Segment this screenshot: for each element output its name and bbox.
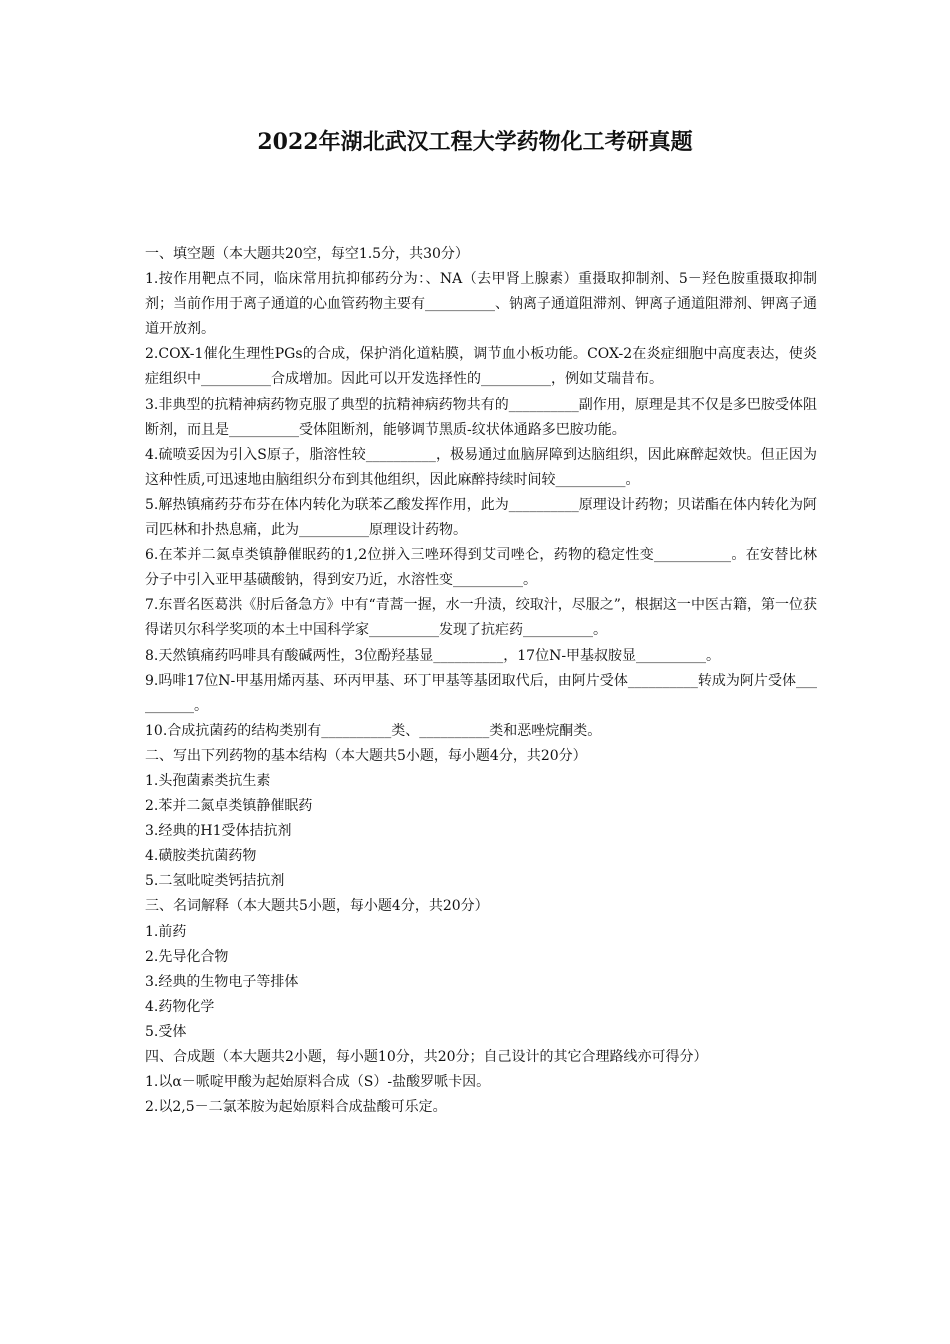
section-heading-structures: 二、写出下列药物的基本结构（本大题共5小题，每小题4分，共20分） — [145, 747, 587, 764]
list-item: 2.先导化合物 — [145, 948, 229, 965]
list-item: 3.经典的生物电子等排体 — [145, 973, 299, 990]
section-heading-fill-blank: 一、填空题（本大题共20空，每空1.5分，共30分） — [145, 246, 469, 262]
question-paragraph: 3.非典型的抗精神病药物克服了典型的抗精神病药物共有的__________副作用，原理是其不仅是多巴胺受体阻断剂，而且是__________受体阻断剂，能够调节黑质-纹状体通路多巴胺功能。 — [145, 396, 817, 438]
list-item: 1.头孢菌素类抗生素 — [145, 772, 271, 789]
question-paragraph: 8.天然镇痛药吗啡具有酸碱两性，3位酚羟基显__________，17位N-甲基叔胺显__________。 — [145, 647, 721, 664]
list-item: 1.前药 — [145, 923, 187, 940]
question-paragraph: 6.在苯并二氮卓类镇静催眠药的1,2位拼入三唑环得到艾司唑仑，药物的稳定性变___________。在安替比林分子中引入亚甲基磺酸钠，得到安乃近，水溶性变__________。 — [145, 547, 817, 589]
question-paragraph: 10.合成抗菌药的结构类别有__________类、__________类和恶唑烷酮类。 — [145, 722, 602, 739]
list-item: 2.苯并二氮卓类镇静催眠药 — [145, 798, 313, 815]
list-item: 1.以α－哌啶甲酸为起始原料合成（S）-盐酸罗哌卡因。 — [145, 1074, 491, 1091]
list-item: 5.受体 — [145, 1023, 187, 1040]
list-item: 3.经典的H1受体拮抗剂 — [145, 823, 292, 840]
section-heading-definitions: 三、名词解释（本大题共5小题，每小题4分，共20分） — [145, 898, 489, 915]
section-heading-synthesis: 四、合成题（本大题共2小题，每小题10分，共20分；自己设计的其它合理路线亦可得分） — [145, 1049, 708, 1065]
list-item: 2.以2,5－二氯苯胺为起始原料合成盐酸可乐定。 — [145, 1099, 447, 1116]
question-paragraph: 2.COX-1催化生理性PGs的合成，保护消化道粘膜，调节血小板功能。COX-2在炎症细胞中高度表达，使炎症组织中__________合成增加。因此可以开发选择性的__________，例如艾瑞昔布。 — [145, 346, 817, 388]
question-paragraph: 4.硫喷妥因为引入S原子，脂溶性较__________，极易通过血脑屏障到达脑组织，因此麻醉起效快。但正因为这种性质,可迅速地由脑组织分布到其他组织，因此麻醉持续时间较__________。 — [145, 446, 817, 488]
question-paragraph: 5.解热镇痛药芬布芬在体内转化为联苯乙酸发挥作用，此为__________原理设计药物；贝诺酯在体内转化为阿司匹林和扑热息痛，此为__________原理设计药物。 — [145, 496, 817, 539]
question-paragraph: 9.吗啡17位N-甲基用烯丙基、环丙甲基、环丁甲基等基团取代后，由阿片受体__________转成为阿片受体__________。 — [145, 672, 817, 714]
question-paragraph: 1.按作用靶点不同，临床常用抗抑郁药分为：、NA（去甲肾上腺素）重摄取抑制剂、5－羟色胺重摄取抑制剂；当前作用于离子通道的心血管药物主要有__________、钠离子通道阻滞剂、钾离子通道阻滞剂、钾离子通道开放剂。 — [145, 271, 817, 338]
list-item: 4.磺胺类抗菌药物 — [145, 848, 257, 865]
page-title: 2022年湖北武汉工程大学药物化工考研真题 — [257, 129, 693, 155]
question-paragraph: 7.东晋名医葛洪《肘后备急方》中有“青蒿一握，水一升渍，绞取汁，尽服之”，根据这一中医古籍，第一位获得诺贝尔科学奖项的本土中国科学家__________发现了抗疟药__________。 — [145, 597, 817, 639]
list-item: 4.药物化学 — [145, 998, 215, 1015]
document-body — [145, 242, 817, 1120]
list-item: 5.二氢吡啶类钙拮抗剂 — [145, 873, 285, 890]
